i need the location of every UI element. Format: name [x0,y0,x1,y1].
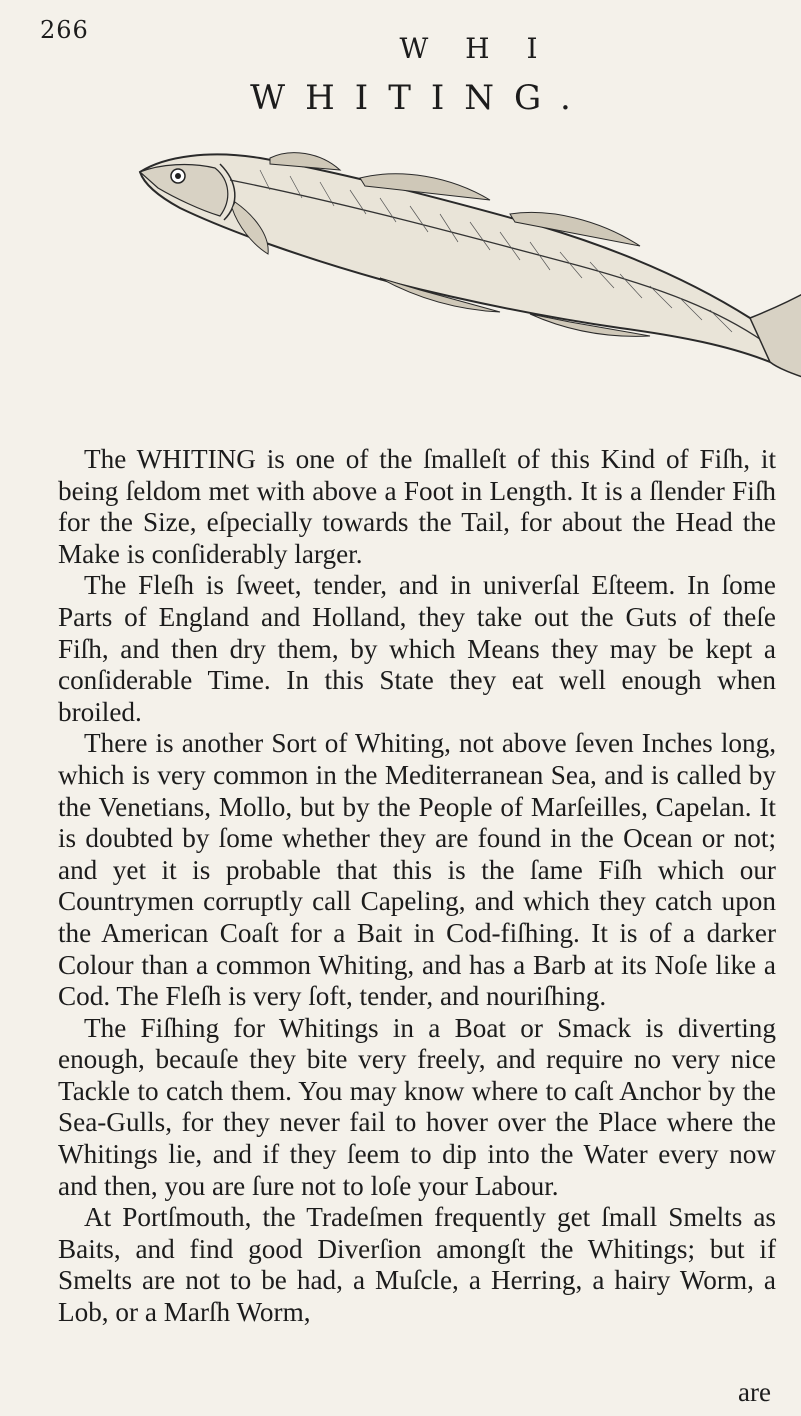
article-body [58,444,776,1329]
paragraph-1: The WHITING is one of the ſmalleſt of this Kind of Fiſh, it being ſeldom met with above a Foot in Length. It is a ſlender Fiſh for the Size, eſpecially towards the Tail, for about the Head the Make is conſiderably larger. [58,444,776,569]
section-title: WHITING. [250,78,591,118]
paragraph-2: The Fleſh is ſweet, tender, and in univerſal Eſteem. In ſome Parts of England and Holland, they take out the Guts of theſe Fiſh, and then dry them, by which Means they may be kept a conſiderable Time. In this State they eat well enough when broiled. [58,570,776,727]
catchword: are [738,1377,771,1407]
page-number: 266 [40,16,89,44]
paragraph-5: At Portſmouth, the Tradeſmen frequently get ſmall Smelts as Baits, and find good Diverſion amongſt the Whitings; but if Smelts are not to be had, a Muſcle, a Herring, a hairy Worm, a Lob, or a Marſh Worm, [58,1202,776,1328]
paragraph-4: The Fiſhing for Whitings in a Boat or Smack is diverting enough, becauſe they bite very freely, and require no very nice Tackle to catch them. You may know where to caſt Anchor by the Sea-Gulls, for they never fail to hover over the Place where the Whitings lie, and if they ſeem to dip into the Water every now and then, you are ſure not to loſe your Labour. [58,1012,776,1201]
whiting-fish-illustration [120,150,801,440]
paragraph-3: There is another Sort of Whiting, not above ſeven Inches long, which is very common in the Mediterranean Sea, and is called by the Venetians, Mollo, but by the People of Marſeilles, Capelan. It is doubted by ſome whether they are found in the Ocean or not; and yet it is probable that this is the ſame Fiſh which our Countrymen corruptly call Capeling, and which they catch upon the American Coaſt for a Bait in Cod-fiſhing. It is of a darker Colour than a common Whiting, and has a Barb at its Noſe like a Cod. The Fleſh is very ſoft, tender, and nouriſhing. [58,728,776,1012]
running-head: W H I [399,32,552,65]
